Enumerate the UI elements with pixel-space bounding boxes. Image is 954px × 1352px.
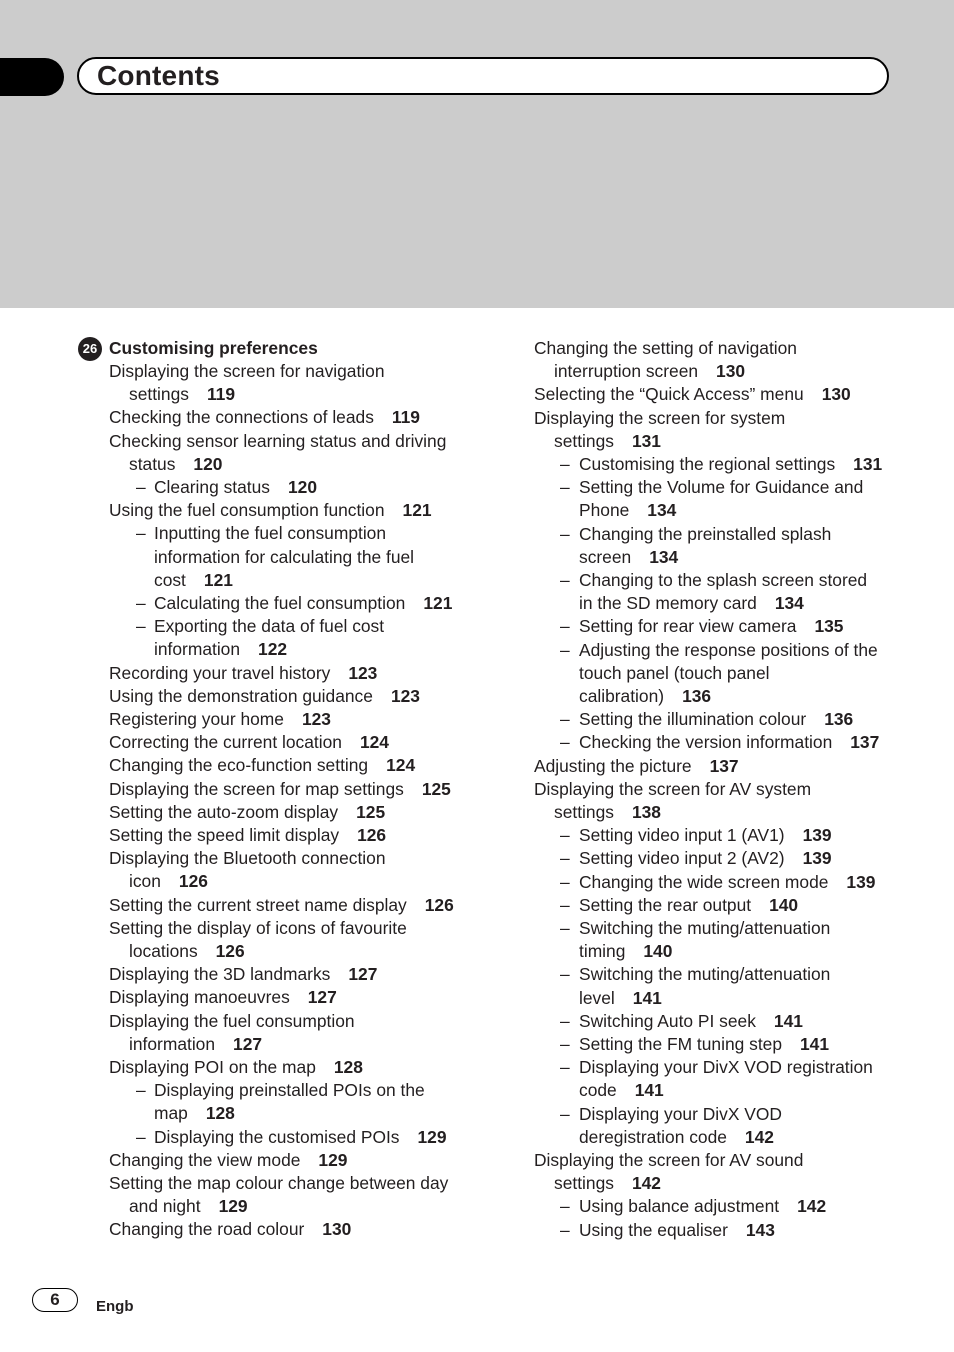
chapter-number-badge: 26 xyxy=(78,337,102,361)
toc-entry-line xyxy=(560,824,832,847)
dash-marker: – xyxy=(136,1080,146,1101)
toc-entry-text: Setting the display of icons of favourite xyxy=(109,917,407,938)
toc-entry-line xyxy=(136,476,318,499)
toc-page-number: 123 xyxy=(390,685,420,706)
toc-page-number: 139 xyxy=(846,871,876,892)
toc-entry-line xyxy=(560,639,878,662)
toc-entry-line xyxy=(129,383,235,406)
toc-entry-text: Setting the current street name display xyxy=(109,894,407,915)
toc-entry-line xyxy=(560,523,832,546)
toc-page-number: 131 xyxy=(853,454,883,474)
toc-entry-line xyxy=(560,917,831,940)
toc-page-number: 142 xyxy=(744,1126,774,1147)
toc-entry-text: status xyxy=(129,453,176,474)
toc-page-number: 128 xyxy=(205,1103,235,1124)
toc-entry-line xyxy=(560,731,880,754)
dash-marker: – xyxy=(136,616,146,637)
toc-entry-text: information xyxy=(154,639,241,660)
toc-entry-line xyxy=(109,731,389,754)
toc-entry-text: Using the fuel consumption function xyxy=(109,500,385,521)
toc-entry-line xyxy=(154,1102,235,1125)
toc-entry-text: Selecting the “Quick Access” menu xyxy=(534,384,804,405)
toc-entry-text: Changing to the splash screen stored xyxy=(579,570,868,590)
toc-entry-line xyxy=(109,801,385,824)
toc-entry-line xyxy=(560,708,854,731)
toc-entry-line xyxy=(109,685,420,708)
toc-entry-line xyxy=(534,1149,803,1172)
header-band xyxy=(0,0,954,308)
toc-page-number: 127 xyxy=(307,987,337,1008)
toc-entry-line xyxy=(560,1195,827,1218)
toc-page-number: 129 xyxy=(417,1126,447,1147)
dash-marker: – xyxy=(560,639,570,660)
toc-entry-text: Customising the regional settings xyxy=(579,454,836,474)
toc-entry-text: settings xyxy=(129,384,189,405)
toc-page-number: 124 xyxy=(386,755,416,776)
toc-entry-text: Displaying your DivX VOD registration xyxy=(579,1057,873,1078)
toc-entry-text: map xyxy=(154,1103,188,1124)
toc-entry-line xyxy=(579,546,678,569)
toc-entry-line xyxy=(560,1103,782,1126)
toc-entry-line xyxy=(554,360,745,383)
toc-page-number: 139 xyxy=(802,848,832,869)
toc-entry-text: Phone xyxy=(579,500,630,521)
toc-entry-text: Displaying the screen for map settings xyxy=(109,778,404,799)
toc-entry-text: Switching the muting/attenuation xyxy=(579,964,831,985)
toc-entry-line xyxy=(554,430,661,453)
toc-entry-line xyxy=(109,986,337,1009)
toc-page-number: 142 xyxy=(631,1173,661,1194)
dash-marker: – xyxy=(560,477,570,498)
toc-page-number: 137 xyxy=(850,732,880,753)
toc-entry-text: icon xyxy=(129,871,161,892)
toc-page-number: 136 xyxy=(824,709,854,730)
toc-entry-text: timing xyxy=(579,941,626,962)
toc-entry-text: Changing the preinstalled splash xyxy=(579,523,832,544)
dash-marker: – xyxy=(136,1126,146,1147)
toc-entry-line xyxy=(534,755,739,778)
toc-page-number: 141 xyxy=(773,1010,803,1031)
dash-marker: – xyxy=(560,871,570,892)
toc-entry-text: Displaying the screen for AV sound xyxy=(534,1150,804,1170)
dash-marker: – xyxy=(560,1219,570,1240)
toc-entry-text: Switching the muting/attenuation xyxy=(579,918,831,938)
toc-entry-line xyxy=(534,407,785,430)
toc-entry-text: Changing the wide screen mode xyxy=(579,871,829,892)
toc-page-number: 125 xyxy=(421,778,451,799)
toc-entry-text: Calculating the fuel consumption xyxy=(154,593,406,613)
toc-page-number: 120 xyxy=(288,477,318,497)
toc-entry-text: Setting the map colour change between day xyxy=(109,1173,449,1193)
page-title: Contents xyxy=(97,60,220,91)
toc-entry-line xyxy=(579,940,672,963)
toc-entry-text: Registering your home xyxy=(109,709,284,729)
toc-entry-line xyxy=(534,778,811,801)
dash-marker: – xyxy=(136,477,146,497)
toc-entry-line xyxy=(129,1033,262,1056)
toc-entry-text: Using the demonstration guidance xyxy=(109,685,373,706)
toc-entry-text: Adjusting the picture xyxy=(534,755,692,776)
toc-entry-line xyxy=(109,499,432,522)
toc-page-number: 122 xyxy=(258,639,288,660)
toc-entry-line xyxy=(136,522,387,545)
toc-page-number: 121 xyxy=(423,593,453,613)
toc-page-number: 142 xyxy=(797,1196,827,1217)
toc-entry-line xyxy=(534,337,797,360)
toc-entry-text: in the SD memory card xyxy=(579,593,757,614)
toc-entry-text: Setting the rear output xyxy=(579,894,752,915)
toc-entry-text: Displaying the customised POIs xyxy=(154,1126,400,1147)
toc-entry-text: Displaying your DivX VOD xyxy=(579,1103,782,1124)
dash-marker: – xyxy=(560,1057,570,1078)
toc-entry-text: Inputting the fuel consumption xyxy=(154,523,387,544)
toc-entry-text: Setting video input 2 (AV2) xyxy=(579,848,785,869)
toc-entry-text: Correcting the current location xyxy=(109,732,342,753)
toc-entry-line xyxy=(109,824,386,847)
toc-entry-text: Using the equaliser xyxy=(579,1219,728,1240)
dash-marker: – xyxy=(560,894,570,915)
toc-page-number: 126 xyxy=(424,894,454,915)
toc-page-number: 134 xyxy=(647,500,677,521)
toc-entry-text: Changing the eco-function setting xyxy=(109,755,369,776)
toc-entry-line xyxy=(560,847,832,870)
toc-entry-text: Setting the illumination colour xyxy=(579,709,807,730)
toc-page-number: 129 xyxy=(218,1196,248,1217)
toc-entry-line xyxy=(560,1056,873,1079)
toc-entry-line xyxy=(554,801,661,824)
toc-page-number: 119 xyxy=(391,407,420,428)
toc-entry-text: Setting the Volume for Guidance and xyxy=(579,477,864,498)
dash-marker: – xyxy=(560,732,570,753)
toc-entry-line xyxy=(554,1172,661,1195)
dash-marker: – xyxy=(560,825,570,846)
toc-page-number: 123 xyxy=(301,709,331,729)
toc-entry-line xyxy=(560,871,876,894)
toc-entry-line xyxy=(560,476,864,499)
toc-entry-text: Setting the auto-zoom display xyxy=(109,801,339,822)
chapter-tab-marker xyxy=(0,58,64,96)
chapter-title: Customising preferences xyxy=(109,338,318,358)
toc-entry-line xyxy=(129,1195,248,1218)
toc-entry-line xyxy=(109,1218,351,1241)
toc-entry-text: Clearing status xyxy=(154,477,270,497)
toc-entry-text: Displaying the screen for AV system xyxy=(534,778,812,799)
toc-entry-text: settings xyxy=(554,1173,614,1194)
toc-entry-line xyxy=(109,1172,448,1195)
toc-entry-line xyxy=(129,453,222,476)
toc-page-number: 123 xyxy=(348,662,378,683)
toc-page-number: 136 xyxy=(682,686,712,706)
toc-entry-line xyxy=(560,615,844,638)
toc-entry-text: cost xyxy=(154,569,186,590)
toc-entry-line xyxy=(534,383,851,406)
toc-entry-text: Setting the FM tuning step xyxy=(579,1034,783,1054)
toc-entry-text: and night xyxy=(129,1196,201,1217)
toc-page-number: 140 xyxy=(769,894,799,915)
toc-page-number: 139 xyxy=(802,825,832,846)
toc-entry-line xyxy=(109,1149,347,1172)
toc-page-number: 129 xyxy=(318,1149,348,1170)
dash-marker: – xyxy=(560,964,570,985)
toc-page-number: 134 xyxy=(774,593,804,614)
dash-marker: – xyxy=(560,1034,570,1054)
toc-page-number: 130 xyxy=(821,384,851,405)
dash-marker: – xyxy=(560,523,570,544)
toc-entry-text: level xyxy=(579,987,615,1008)
toc-entry-line xyxy=(560,1219,775,1242)
dash-marker: – xyxy=(560,1103,570,1124)
page-number: 6 xyxy=(32,1288,78,1312)
dash-marker: – xyxy=(560,848,570,869)
toc-entry-line xyxy=(109,1056,363,1079)
toc-page-number: 130 xyxy=(716,361,746,382)
dash-marker: – xyxy=(560,918,570,938)
toc-page-number: 128 xyxy=(333,1057,363,1077)
toc-page-number: 130 xyxy=(322,1219,352,1240)
toc-page-number: 121 xyxy=(402,500,432,521)
toc-entry-line xyxy=(560,1033,830,1056)
dash-marker: – xyxy=(560,1196,570,1217)
toc-entry-line xyxy=(579,499,676,522)
toc-entry-line xyxy=(154,546,414,569)
toc-entry-line xyxy=(109,662,377,685)
dash-marker: – xyxy=(560,454,570,474)
toc-entry-text: code xyxy=(579,1080,617,1101)
toc-entry-text: Displaying the 3D landmarks xyxy=(109,964,331,985)
toc-page-number: 126 xyxy=(215,941,245,961)
toc-entry-line xyxy=(154,638,287,661)
toc-entry-text: Displaying manoeuvres xyxy=(109,987,290,1008)
toc-entry-text: information xyxy=(129,1033,216,1054)
toc-page-number: 121 xyxy=(203,569,233,590)
dash-marker: – xyxy=(560,570,570,590)
toc-page-number: 141 xyxy=(632,987,662,1008)
toc-entry-line xyxy=(136,615,385,638)
toc-entry-text: Adjusting the response positions of the xyxy=(579,639,878,660)
toc-entry-line xyxy=(129,870,208,893)
toc-entry-line xyxy=(560,963,831,986)
toc-page-number: 135 xyxy=(814,616,844,637)
toc-entry-line xyxy=(109,1010,355,1033)
toc-entry-line xyxy=(579,1126,774,1149)
toc-page-number: 131 xyxy=(631,430,661,451)
toc-entry-text: Displaying preinstalled POIs on the xyxy=(154,1080,425,1101)
toc-entry-text: Setting the speed limit display xyxy=(109,825,340,845)
toc-entry-line xyxy=(136,1126,447,1149)
dash-marker: – xyxy=(560,1010,570,1031)
toc-entry-line xyxy=(579,685,711,708)
toc-entry-text: Recording your travel history xyxy=(109,662,331,683)
toc-page-number: 141 xyxy=(800,1034,830,1054)
toc-entry-line xyxy=(109,847,386,870)
toc-entry-line xyxy=(109,894,454,917)
toc-entry-line xyxy=(579,592,804,615)
toc-entry-line xyxy=(560,1010,803,1033)
toc-entry-line xyxy=(109,406,420,429)
toc-page-number: 141 xyxy=(634,1080,664,1101)
toc-entry-line xyxy=(560,894,799,917)
toc-entry-text: Exporting the data of fuel cost xyxy=(154,616,385,637)
toc-entry-text: locations xyxy=(129,941,198,961)
toc-entry-text: deregistration code xyxy=(579,1126,727,1147)
toc-entry-text: Checking the connections of leads xyxy=(109,407,374,428)
toc-entry-line xyxy=(560,569,868,592)
toc-page-number: 143 xyxy=(745,1219,775,1240)
toc-entry-line xyxy=(579,662,769,685)
toc-entry-text: screen xyxy=(579,546,632,567)
toc-entry-line xyxy=(136,592,453,615)
toc-entry-text: Checking sensor learning status and driving xyxy=(109,430,447,451)
toc-entry-text: calibration) xyxy=(579,686,665,706)
toc-page-number: 126 xyxy=(357,825,387,845)
toc-entry-text: Using balance adjustment xyxy=(579,1196,780,1217)
toc-entry-line xyxy=(136,1079,425,1102)
toc-page-number: 120 xyxy=(193,453,223,474)
toc-entry-text: information for calculating the fuel xyxy=(154,546,415,567)
toc-entry-line xyxy=(109,754,415,777)
toc-entry-text: Changing the view mode xyxy=(109,1149,301,1170)
toc-page-number: 140 xyxy=(643,941,673,962)
language-code: Engb xyxy=(96,1298,134,1315)
dash-marker: – xyxy=(136,593,146,613)
toc-entry-line xyxy=(109,963,377,986)
toc-entry-line xyxy=(109,430,446,453)
toc-page-number: 124 xyxy=(359,732,389,753)
toc-entry-line xyxy=(109,778,451,801)
toc-page-number: 125 xyxy=(356,801,386,822)
toc-entry-text: Checking the version information xyxy=(579,732,833,753)
toc-entry-line xyxy=(579,1079,664,1102)
dash-marker: – xyxy=(136,523,146,544)
toc-entry-text: settings xyxy=(554,430,614,451)
dash-marker: – xyxy=(560,616,570,637)
toc-entry-text: Changing the road colour xyxy=(109,1219,305,1240)
toc-entry-text: Displaying the fuel consumption xyxy=(109,1010,355,1031)
toc-page-number: 126 xyxy=(178,871,208,892)
toc-entry-text: Displaying the screen for navigation xyxy=(109,361,385,381)
toc-page-number: 127 xyxy=(233,1033,263,1054)
toc-entry-text: touch panel (touch panel xyxy=(579,662,770,683)
toc-page-number: 138 xyxy=(631,802,661,822)
toc-entry-line xyxy=(129,940,245,963)
toc-entry-line xyxy=(579,987,662,1010)
toc-page-number: 137 xyxy=(709,755,739,776)
dash-marker: – xyxy=(560,709,570,730)
toc-entry-line xyxy=(109,360,385,383)
toc-entry-text: interruption screen xyxy=(554,361,699,382)
toc-entry-line xyxy=(109,917,407,940)
toc-entry-text: Switching Auto PI seek xyxy=(579,1010,756,1031)
toc-entry-text: Displaying POI on the map xyxy=(109,1057,316,1077)
toc-entry-text: Displaying the screen for system xyxy=(534,407,786,428)
toc-entry-line xyxy=(109,708,331,731)
toc-page-number: 127 xyxy=(348,964,378,985)
toc-entry-text: settings xyxy=(554,802,614,822)
toc-entry-line xyxy=(560,453,883,476)
toc-entry-text: Changing the setting of navigation xyxy=(534,338,797,358)
toc-page-number: 119 xyxy=(206,384,235,405)
toc-entry-text: Displaying the Bluetooth connection xyxy=(109,848,386,869)
toc-entry-text: Setting video input 1 (AV1) xyxy=(579,825,785,846)
toc-entry-text: Setting for rear view camera xyxy=(579,616,797,637)
toc-page-number: 134 xyxy=(649,546,679,567)
toc-entry-line xyxy=(154,569,233,592)
